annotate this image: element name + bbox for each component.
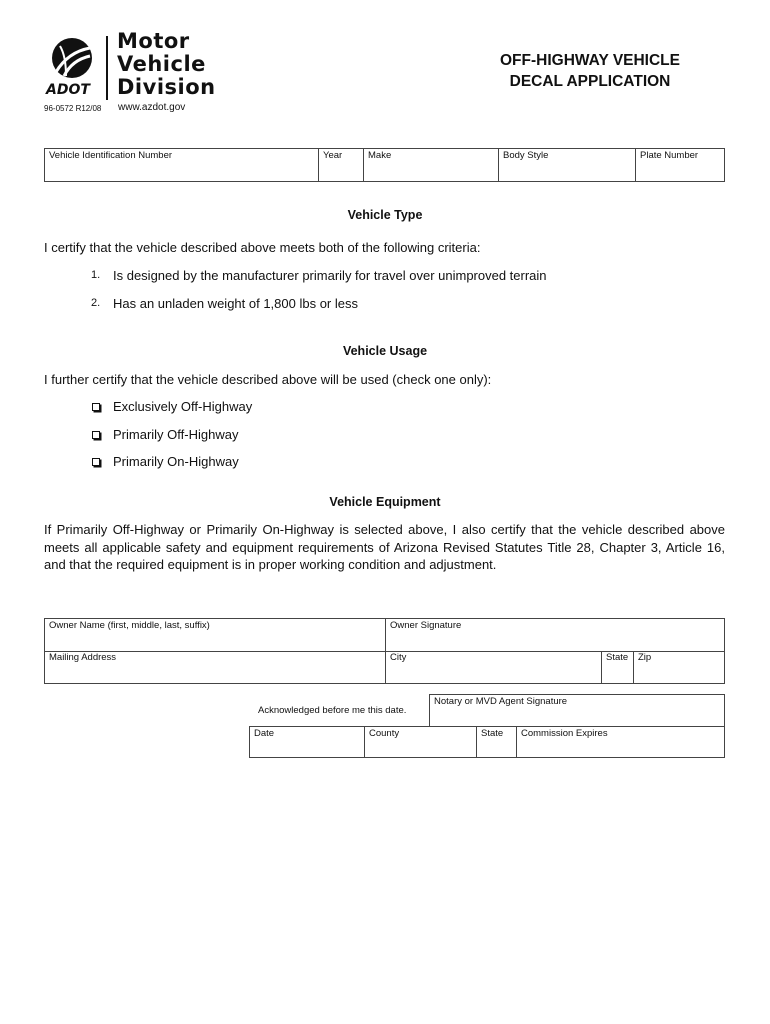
notary-signature-field[interactable]: Notary or MVD Agent Signature: [434, 696, 568, 707]
owner-signature-field[interactable]: Owner Signature: [385, 619, 724, 651]
vin-field[interactable]: Vehicle Identification Number: [49, 150, 173, 161]
state-field[interactable]: State: [601, 651, 633, 683]
vehicle-equipment-heading: Vehicle Equipment: [329, 495, 441, 509]
agency-abbrev: ADOT: [46, 82, 90, 98]
notary-date-field[interactable]: Date: [254, 728, 275, 739]
brand-divider: [106, 36, 108, 100]
exclusively-off-highway-checkbox[interactable]: [92, 403, 100, 411]
brand-line-2: Vehicle: [117, 52, 206, 76]
criteria-text-2: Has an unladen weight of 1,800 lbs or less: [113, 296, 358, 311]
city-field[interactable]: City: [385, 651, 601, 683]
notary-details-table: [249, 726, 725, 758]
acknowledged-text: Acknowledged before me this date.: [258, 705, 407, 716]
vehicle-usage-intro: I further certify that the vehicle described above will be used (check one only):: [44, 372, 492, 387]
criteria-number-2: 2.: [91, 297, 101, 309]
vehicle-usage-heading: Vehicle Usage: [342, 344, 428, 358]
primarily-on-highway-label: Primarily On-Highway: [113, 454, 239, 469]
mailing-address-field[interactable]: Mailing Address: [49, 652, 117, 663]
body-style-field[interactable]: Body Style: [498, 149, 635, 181]
brand-line-3: Division: [117, 75, 216, 99]
title-line-2: DECAL APPLICATION: [509, 73, 671, 90]
notary-state-field[interactable]: State: [476, 727, 516, 757]
vehicle-equipment-text: If Primarily Off-Highway or Primarily On-Highway is selected above, I also certify that the vehicle described above meets all applicable safety and equipment requirements of Arizona Revised Statutes Title 28, Chapter 3, Article 16, and that the required equipment is in proper working condition and adjustment.: [44, 522, 725, 572]
website-link[interactable]: www.azdot.gov: [118, 102, 186, 113]
criteria-text-1: Is designed by the manufacturer primarily for travel over unimproved terrain: [113, 268, 547, 283]
owner-name-field[interactable]: Owner Name (first, middle, last, suffix): [49, 620, 210, 631]
title-line-1: OFF-HIGHWAY VEHICLE: [500, 52, 680, 69]
notary-signature-box: [429, 694, 725, 727]
brand-name: [117, 30, 216, 99]
year-field[interactable]: Year: [318, 149, 363, 181]
criteria-number-1: 1.: [91, 269, 101, 281]
primarily-off-highway-checkbox[interactable]: [92, 431, 100, 439]
vehicle-type-heading: Vehicle Type: [347, 208, 423, 222]
brand-line-1: Motor: [117, 29, 190, 53]
notary-county-field[interactable]: County: [364, 727, 476, 757]
zip-field[interactable]: Zip: [633, 651, 724, 683]
vehicle-type-intro: I certify that the vehicle described above meets both of the following criteria:: [44, 240, 481, 255]
primarily-off-highway-label: Primarily Off-Highway: [113, 427, 239, 442]
plate-number-field[interactable]: Plate Number: [635, 149, 724, 181]
owner-info-table: [44, 618, 725, 684]
vehicle-info-table: [44, 148, 725, 182]
commission-expires-field[interactable]: Commission Expires: [516, 727, 724, 757]
exclusively-off-highway-label: Exclusively Off-Highway: [113, 399, 253, 414]
make-field[interactable]: Make: [363, 149, 498, 181]
document-title: [440, 50, 740, 92]
form-number: 96-0572 R12/08: [44, 104, 102, 113]
primarily-on-highway-checkbox[interactable]: [92, 458, 100, 466]
